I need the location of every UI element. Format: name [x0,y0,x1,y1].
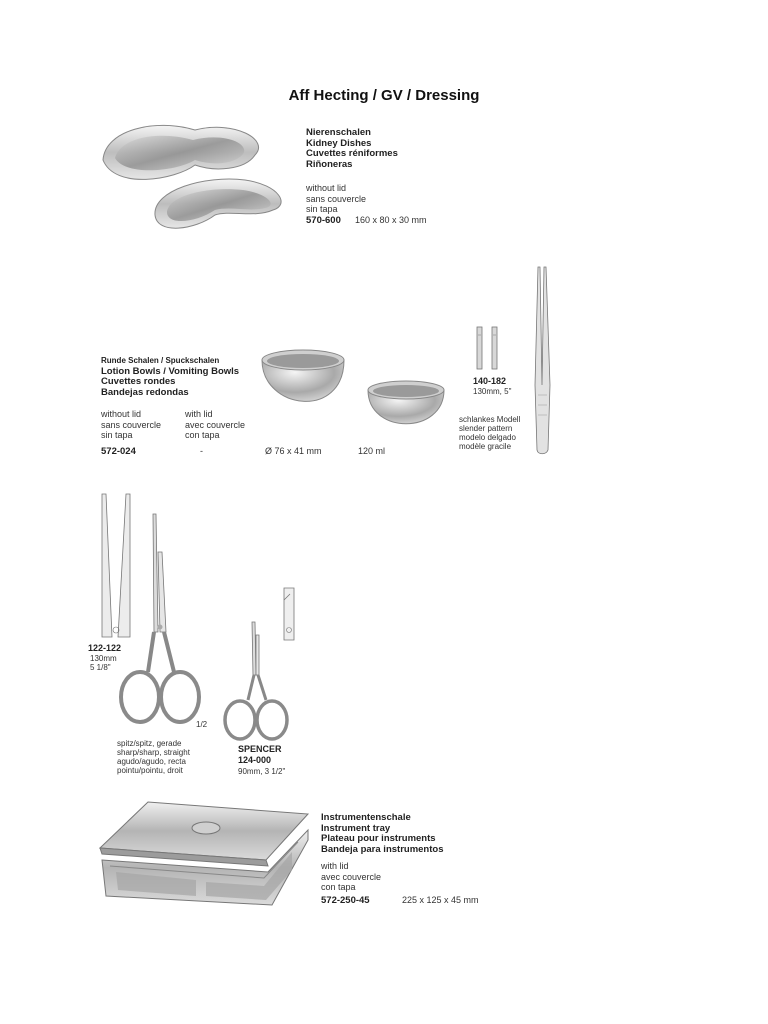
lotion-bowl-diameter: Ø 76 x 41 mm [265,446,322,456]
pattern-en: slender pattern [459,424,513,433]
without-lid-fr: sans couvercle [101,419,162,430]
name-de: Nierenschalen [306,127,371,138]
scissors-description [117,739,190,775]
page-title: Aff Hecting / GV / Dressing [288,87,480,104]
without-lid-es: sin tapa [101,430,133,440]
instrument-tray-image [96,800,311,910]
lotion-bowl-without-lid [101,409,161,441]
lid-label-en: with lid [321,861,349,871]
name-en: Lotion Bowls / Vomiting Bowls [101,365,240,377]
lid-label-en: without lid [306,183,347,193]
lid-label-es: con tapa [321,882,356,892]
name-en: Kidney Dishes [306,137,372,149]
kidney-dish-code: 570-600 [306,215,341,226]
scissors-scale: 1/2 [196,720,208,729]
pattern-de: schlankes Modell [459,415,521,424]
kidney-dish-image [95,110,285,240]
lotion-bowl-code: 572-024 [101,446,136,457]
spencer-code: 124-000 [238,755,272,765]
desc-en: sharp/sharp, straight [117,748,190,757]
forceps-tip-detail [474,325,504,373]
instrument-tray-names [321,813,443,855]
pattern-fr: modèle gracile [459,442,512,451]
name-es: Bandejas redondas [101,386,189,398]
kidney-dish-dimensions: 160 x 80 x 30 mm [355,215,427,225]
forceps-code: 140-182 [473,376,507,386]
desc-es: agudo/agudo, recta [117,757,186,766]
without-lid-en: without lid [101,409,142,419]
pattern-es: modelo delgado [459,433,516,442]
instrument-tray-dimensions: 225 x 125 x 45 mm [402,895,479,905]
lotion-bowl-with-lid-value: - [200,446,203,456]
spencer-size: 90mm, 3 1/2" [238,767,286,776]
lotion-bowl-names [101,356,239,398]
lid-label-fr: sans couvercle [306,193,367,204]
name-fr: Cuvettes rondes [101,376,176,387]
scissors-code: 122-122 [88,643,122,653]
name-de: Runde Schalen / Spuckschalen [101,356,220,365]
instrument-tray-code: 572-250-45 [321,895,370,906]
name-de: Instrumentenschale [321,812,411,823]
scissors-size-mm: 130mm [90,654,117,663]
name-es: Bandeja para instrumentos [321,843,444,855]
forceps-image [528,265,558,457]
forceps-pattern [459,415,520,451]
kidney-dish-lid-labels [306,183,366,215]
name-fr: Plateau pour instruments [321,833,436,844]
lotion-bowl-with-lid [185,409,245,441]
with-lid-es: con tapa [185,430,220,440]
lid-label-es: sin tapa [306,204,338,214]
spencer-name: SPENCER [238,744,282,754]
desc-fr: pointu/pointu, droit [117,766,183,775]
lotion-bowl-volume: 120 ml [358,446,386,456]
with-lid-en: with lid [185,409,213,419]
scissors-image [118,512,213,727]
forceps-size: 130mm, 5" [473,387,512,396]
name-es: Riñoneras [306,158,353,170]
name-en: Instrument tray [321,822,391,834]
scissors-size-in: 5 1/8" [90,663,111,672]
with-lid-fr: avec couvercle [185,419,246,430]
desc-de: spitz/spitz, gerade [117,739,182,748]
lid-label-fr: avec couvercle [321,871,382,882]
kidney-dish-names [306,128,398,170]
instrument-tray-lid-labels [321,861,381,893]
name-fr: Cuvettes réniformes [306,148,398,159]
spencer-tip-detail [278,586,300,644]
lotion-bowl-image [258,340,448,440]
